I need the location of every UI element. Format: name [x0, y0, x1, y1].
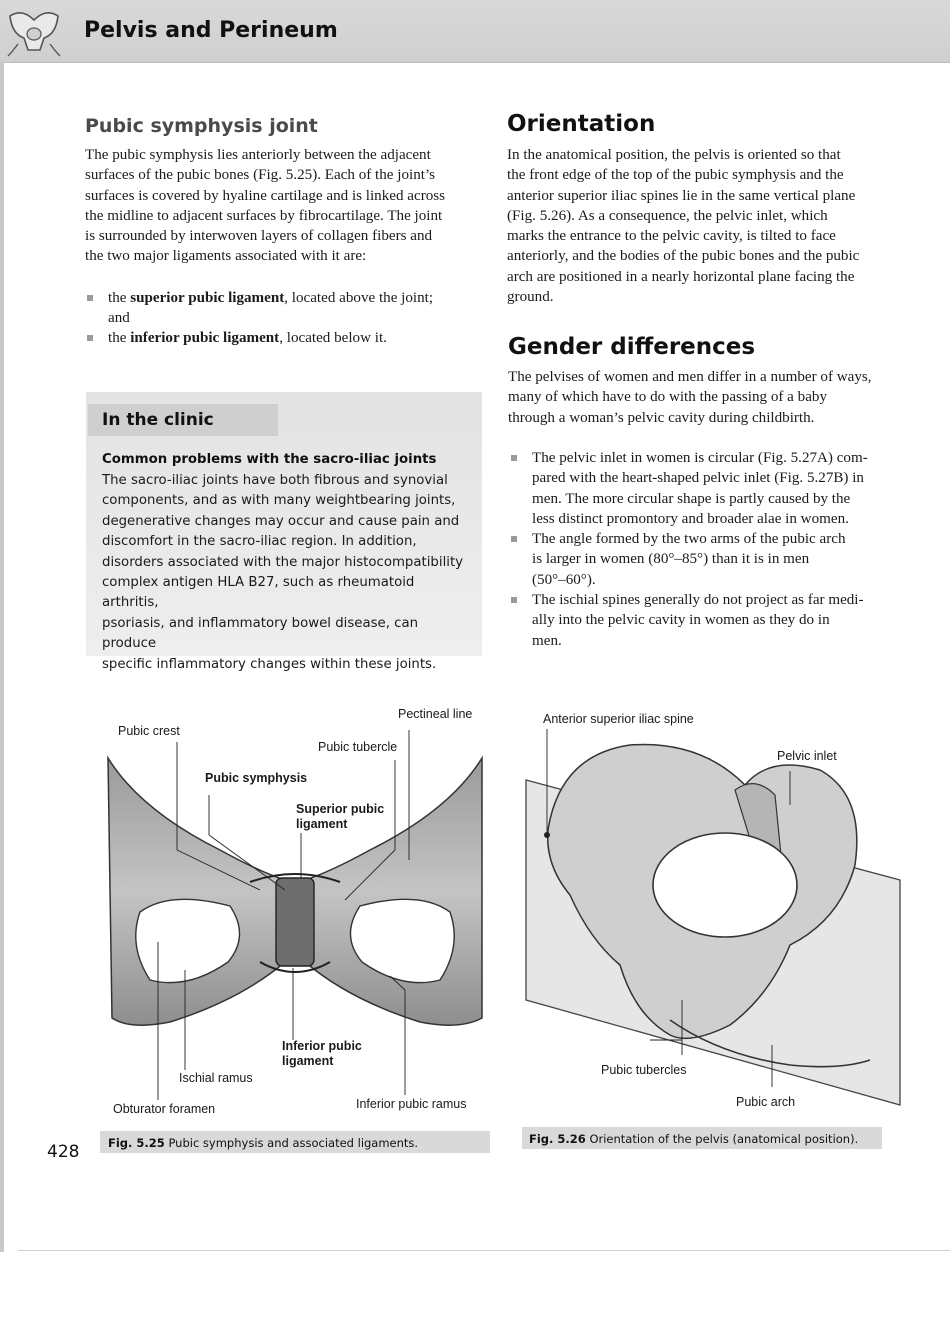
bullet-pelvic-inlet: The pelvic inlet in women is circular (Fig. 5.27A) com- pared with the heart-shaped pelvic inlet (Fig. 5.27B) in men. The more circular shape is partly caused by the less distinct promontory and broader alae in women.: [532, 448, 904, 529]
asis-point: [544, 832, 550, 838]
pubic-symphysis-heading: Pubic symphysis joint: [85, 115, 318, 137]
gender-differences-text: The pelvises of women and men differ in a number of ways, many of which have to do with the passing of a baby through a woman’s pelvic cavity during childbirth.: [508, 369, 872, 426]
bullet-marker: [511, 455, 517, 461]
pubic-symphysis-text: The pubic symphysis lies anteriorly between the adjacent surfaces of the pubic bones (Fig. 5.25). Each of the joint’s surfaces is covered by hyaline cartilage and is linked across the midline to adjacent surfaces by fibrocartilage. The joint is surrounded by interwoven layers of collagen fibers and the two major ligaments associated with it are:: [85, 147, 446, 265]
bullet-pubic-arch-angle: The angle formed by the two arms of the pubic arch is larger in women (80°–85°) than it is in men (50°–60°).: [532, 529, 904, 590]
label-ischial-ramus: Ischial ramus: [179, 1071, 253, 1085]
gender-differences-heading: Gender differences: [508, 334, 756, 360]
label-pubic-symphysis: Pubic symphysis: [205, 771, 308, 785]
fig-5-26-pelvis-orientation-illustration: [520, 715, 910, 1125]
label-pectineal-line: Pectineal line: [398, 707, 473, 721]
label-pubic-tubercle: Pubic tubercle: [318, 740, 398, 754]
bullet-inferior-pubic-ligament: the inferior pubic ligament, located below it.: [108, 328, 480, 348]
orientation-heading: Orientation: [507, 111, 656, 137]
label-inferior-pubic-ligament: Inferior pubic ligament: [282, 1039, 362, 1068]
orientation-text: In the anatomical position, the pelvis is oriented so that the front edge of the top of the pubic symphysis and the anterior superior iliac spines lie in the same vertical plane (Fig. 5.26). As a consequence, the pelvic inlet, which marks the entrance to the pelvic cavity, is tilted to face anteriorly, and the bodies of the pubic bones and the pubic arch are positioned in a nearly horizontal plane facing the ground.: [507, 147, 860, 306]
pelvis-logo-icon: [4, 4, 64, 60]
bullet-marker: [87, 335, 93, 341]
label-anterior-superior-iliac-spine: Anterior superior iliac spine: [543, 712, 694, 726]
right-pubic-bone: [305, 758, 482, 1025]
left-pubic-bone: [108, 758, 285, 1025]
page-edge-rule: [0, 62, 4, 1252]
page-bottom-rule: [18, 1250, 950, 1251]
bullet-marker: [87, 295, 93, 301]
label-superior-pubic-ligament: Superior pubic ligament: [296, 802, 385, 831]
label-pubic-crest: Pubic crest: [118, 724, 180, 738]
label-pubic-arch: Pubic arch: [736, 1095, 796, 1109]
page-number: 428: [47, 1142, 80, 1162]
bullet-superior-pubic-ligament: the superior pubic ligament, located above the joint; and: [108, 288, 480, 329]
symphysis-fibrocartilage: [276, 878, 314, 966]
bullet-ischial-spines: The ischial spines generally do not project as far medi- ally into the pelvic cavity in women as they do in men.: [532, 590, 904, 651]
pelvic-inlet-ring: [653, 833, 797, 937]
clinic-text: The sacro-iliac joints have both fibrous and synovial components, and as with many weightbearing joints, degenerative changes may occur and cause pain and discomfort in the sacro-iliac region. In addition, disorders associated with the major histocompatibility complex antigen HLA B27, such as rheumatoid arthritis, psoriasis, and inflammatory bowel disease, can produce specific inflammatory changes within these joints.: [102, 473, 464, 672]
label-obturator-foramen: Obturator foramen: [113, 1102, 216, 1116]
label-pubic-tubercles: Pubic tubercles: [601, 1063, 687, 1077]
chapter-title: Pelvis and Perineum: [84, 18, 338, 43]
fig-5-25-caption: Fig. 5.25 Pubic symphysis and associated ligaments.: [108, 1136, 419, 1150]
label-pelvic-inlet: Pelvic inlet: [777, 749, 837, 763]
bullet-marker: [511, 597, 517, 603]
clinic-subtitle: Common problems with the sacro-iliac joints: [102, 452, 437, 467]
bullet-marker: [511, 536, 517, 542]
label-inferior-pubic-ramus: Inferior pubic ramus: [356, 1097, 467, 1111]
clinic-title: In the clinic: [102, 410, 214, 430]
fig-5-26-caption: Fig. 5.26 Orientation of the pelvis (anatomical position).: [529, 1132, 859, 1146]
